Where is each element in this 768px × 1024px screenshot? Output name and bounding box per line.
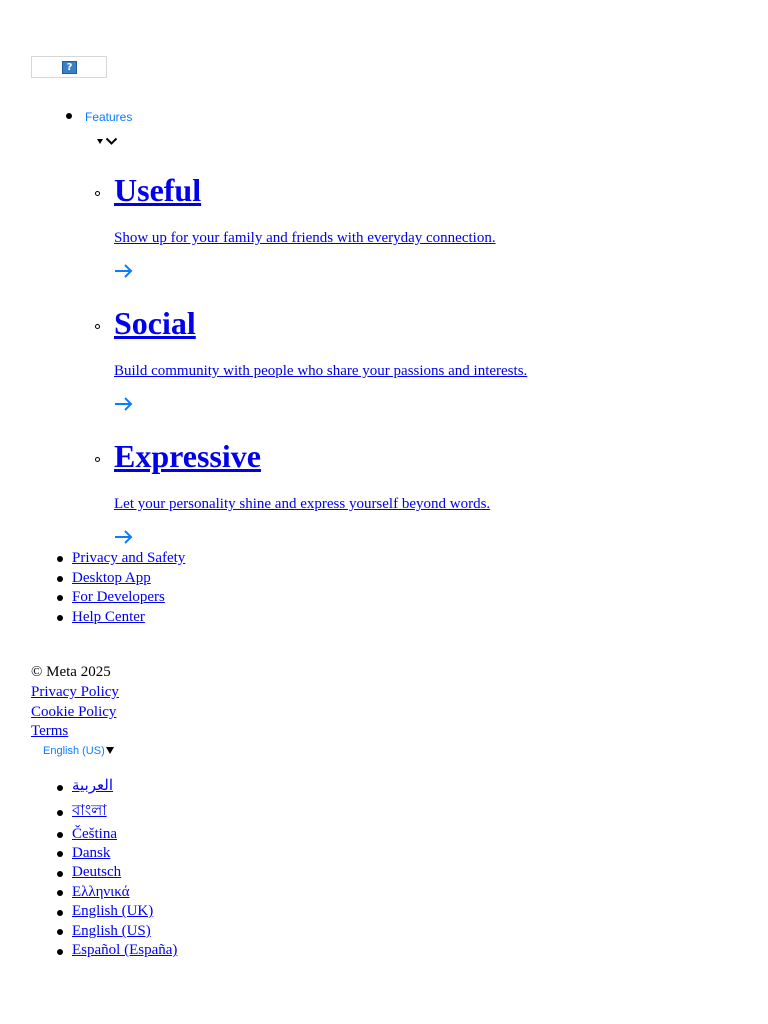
list-bullet: [95, 191, 100, 196]
arrow-right-icon[interactable]: [114, 396, 134, 417]
dropdown-triangle-icon: [97, 139, 103, 144]
language-option[interactable]: English (US): [72, 923, 151, 939]
nav-link-help-center[interactable]: Help Center: [72, 609, 145, 625]
chevron-down-icon: [105, 137, 118, 146]
arrow-right-icon[interactable]: [114, 263, 134, 284]
list-bullet: [57, 949, 63, 955]
list-bullet: [57, 890, 63, 896]
question-mark-icon: ?: [62, 61, 77, 74]
copyright: © Meta 2025: [31, 664, 111, 680]
language-option[interactable]: বাংলা: [72, 803, 107, 819]
language-option[interactable]: Ελληνικά: [72, 884, 130, 900]
feature-desc-social[interactable]: Build community with people who share your passions and interests.: [114, 363, 528, 379]
language-option[interactable]: Čeština: [72, 826, 117, 842]
list-bullet: [57, 595, 63, 601]
list-bullet: [57, 910, 63, 916]
nav-link-desktop-app[interactable]: Desktop App: [72, 570, 151, 586]
language-option[interactable]: Dansk: [72, 845, 111, 861]
footer-link-privacy-policy[interactable]: Privacy Policy: [31, 684, 119, 700]
nav-link-privacy-safety[interactable]: Privacy and Safety: [72, 550, 186, 566]
features-link[interactable]: Features: [85, 110, 133, 124]
footer-link-terms[interactable]: Terms: [31, 723, 69, 739]
list-bullet: [57, 832, 63, 838]
language-option[interactable]: English (UK): [72, 903, 154, 919]
language-option[interactable]: العربية: [72, 778, 113, 794]
list-bullet: [57, 851, 63, 857]
language-option[interactable]: Español (España): [72, 942, 178, 958]
list-bullet: [95, 324, 100, 329]
feature-title-useful[interactable]: Useful: [114, 172, 202, 208]
feature-desc-expressive[interactable]: Let your personality shine and express yourself beyond words.: [114, 496, 491, 512]
list-bullet: [57, 810, 63, 816]
arrow-right-icon[interactable]: [114, 529, 134, 550]
feature-title-social[interactable]: Social: [114, 305, 196, 341]
list-bullet: [66, 113, 72, 119]
language-option[interactable]: Deutsch: [72, 864, 122, 880]
list-bullet: [95, 457, 100, 462]
list-bullet: [57, 576, 63, 582]
list-bullet: [57, 929, 63, 935]
list-bullet: [57, 556, 63, 562]
language-current-label: English (US): [43, 745, 105, 757]
feature-title-expressive[interactable]: Expressive: [114, 438, 261, 474]
list-bullet: [57, 871, 63, 877]
list-bullet: [57, 785, 63, 791]
logo[interactable]: [31, 56, 107, 78]
feature-desc-useful[interactable]: Show up for your family and friends with everyday connection.: [114, 230, 496, 246]
list-bullet: [57, 615, 63, 621]
language-selector[interactable]: [43, 745, 114, 758]
footer-link-cookie-policy[interactable]: Cookie Policy: [31, 704, 117, 720]
nav-link-developers[interactable]: For Developers: [72, 589, 165, 605]
dropdown-triangle-icon: [106, 747, 114, 754]
